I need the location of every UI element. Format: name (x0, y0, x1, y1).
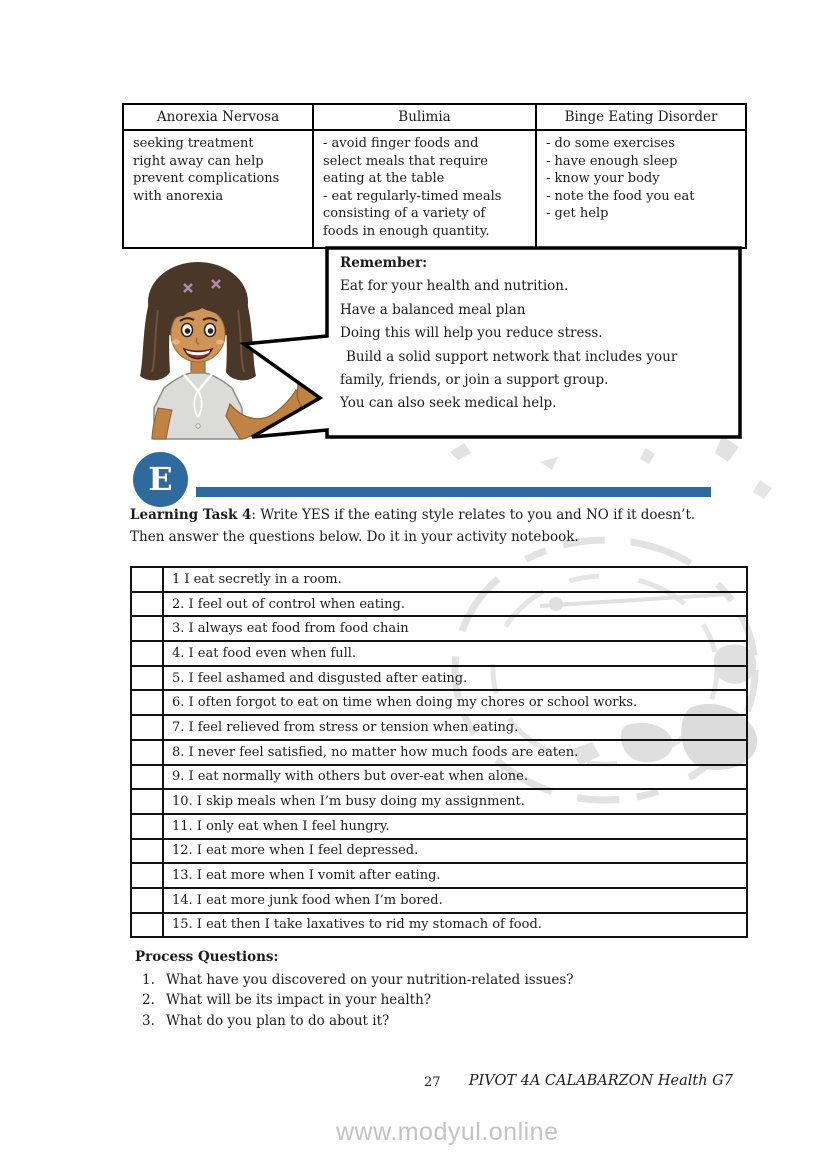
process-questions-title: Process Questions: (135, 949, 279, 965)
table-cell-line: right away can help (133, 153, 264, 169)
answer-cell (131, 592, 163, 617)
answer-cell (131, 666, 163, 691)
answer-cell (131, 740, 163, 765)
statement-cell: 12. I eat more when I feel depressed. (163, 839, 747, 864)
checklist-table (130, 566, 748, 938)
checklist-row (131, 567, 747, 592)
section-rule (196, 487, 711, 497)
statement-cell: 14. I eat more junk food when I’m bored. (163, 888, 747, 913)
process-question-item (135, 1011, 574, 1031)
checklist-row (131, 715, 747, 740)
checklist-row (131, 641, 747, 666)
section-badge-e: E (133, 452, 188, 507)
answer-cell (131, 789, 163, 814)
table-cell-line: - do some exercises (546, 136, 675, 151)
statement-cell: 13. I eat more when I vomit after eating. (163, 863, 747, 888)
learning-task-line2: Then answer the questions below. Do it in your activity notebook. (130, 529, 579, 545)
table-cell-line: foods in enough quantity. (323, 223, 490, 239)
answer-cell (131, 888, 163, 913)
binge-cell (536, 130, 746, 248)
bubble-line: family, friends, or join a support group. (340, 372, 609, 389)
answer-cell (131, 641, 163, 666)
footer-module-title: PIVOT 4A CALABARZON Health G7 (468, 1073, 733, 1089)
statement-cell: 1 I eat secretly in a room. (163, 567, 747, 592)
question-text: What do you plan to do about it? (166, 1012, 390, 1029)
bubble-title: Remember: (340, 255, 428, 271)
anorexia-cell (123, 130, 313, 248)
table-cell-line: - eat regularly-timed meals (323, 188, 502, 204)
answer-cell (131, 765, 163, 790)
disorder-table-body-row (123, 130, 746, 248)
question-text: What will be its impact in your health? (166, 992, 432, 1009)
statement-cell: 8. I never feel satisfied, no matter how much foods are eaten. (163, 740, 747, 765)
table-cell-line: - avoid finger foods and (323, 136, 479, 151)
disorder-table-header-row (123, 104, 746, 130)
table-cell-line: consisting of a variety of (323, 206, 486, 222)
statement-cell: 2. I feel out of control when eating. (163, 592, 747, 617)
statement-cell: 6. I often forgot to eat on time when doing my chores or school works. (163, 690, 747, 715)
checklist-row (131, 839, 747, 864)
checklist-row (131, 863, 747, 888)
header-bulimia: Bulimia (313, 104, 536, 130)
checklist-row (131, 913, 747, 938)
learning-task-paragraph (130, 504, 695, 548)
answer-cell (131, 567, 163, 592)
answer-cell (131, 690, 163, 715)
question-text: What have you discovered on your nutrition-related issues? (166, 972, 574, 988)
process-questions-list (135, 970, 574, 1031)
answer-cell (131, 839, 163, 864)
table-cell-line: seeking treatment (133, 136, 254, 151)
bubble-lines (340, 275, 736, 415)
statement-cell: 3. I always eat food from food chain (163, 616, 747, 641)
statement-cell: 9. I eat normally with others but over-eat when alone. (163, 765, 747, 790)
question-number: 2. (142, 992, 155, 1009)
bubble-line: Eat for your health and nutrition. (340, 278, 569, 295)
bubble-line: Doing this will help you reduce stress. (340, 325, 603, 342)
learning-task-line1 (130, 504, 695, 526)
answer-cell (131, 913, 163, 938)
question-number: 3. (142, 1012, 155, 1029)
table-cell-line: - know your body (546, 171, 660, 187)
table-cell-line: - get help (546, 206, 609, 222)
checklist-row (131, 740, 747, 765)
table-cell-line: - note the food you eat (546, 188, 695, 204)
checklist-row (131, 690, 747, 715)
learning-task-label: Learning Task 4 (130, 507, 252, 523)
bulimia-cell (313, 130, 536, 248)
statement-cell: 4. I eat food even when full. (163, 641, 747, 666)
disorder-table (122, 103, 747, 249)
statement-cell: 5. I feel ashamed and disgusted after eating. (163, 666, 747, 691)
checklist-row (131, 616, 747, 641)
checklist-row (131, 666, 747, 691)
answer-cell (131, 616, 163, 641)
statement-cell: 7. I feel relieved from stress or tension when eating. (163, 715, 747, 740)
answer-cell (131, 814, 163, 839)
process-questions (135, 949, 574, 1031)
header-anorexia: Anorexia Nervosa (123, 104, 313, 130)
checklist-row (131, 592, 747, 617)
checklist-row (131, 888, 747, 913)
answer-cell (131, 863, 163, 888)
table-cell-line: prevent complications (133, 171, 280, 187)
question-number: 1. (142, 972, 155, 988)
answer-cell (131, 715, 163, 740)
process-question-item (135, 990, 574, 1010)
table-cell-line: with anorexia (133, 188, 224, 204)
statement-cell: 10. I skip meals when I’m busy doing my assignment. (163, 789, 747, 814)
statement-cell: 15. I eat then I take laxatives to rid my stomach of food. (163, 913, 747, 938)
site-watermark: www.modyul.online (336, 1118, 559, 1146)
bubble-line: Have a balanced meal plan (340, 301, 526, 318)
bubble-line: Build a solid support network that includes your (346, 348, 678, 365)
table-cell-line: - have enough sleep (546, 153, 678, 169)
checklist-row (131, 765, 747, 790)
checklist-row (131, 814, 747, 839)
learning-task-text: : Write YES if the eating style relates to you and NO if it doesn’t. (251, 507, 696, 523)
checklist-row (131, 789, 747, 814)
statement-cell: 11. I only eat when I feel hungry. (163, 814, 747, 839)
table-cell-line: select meals that require (323, 153, 488, 169)
reminder-note (340, 252, 736, 416)
table-cell-line: eating at the table (323, 171, 445, 187)
page-number: 27 (424, 1075, 441, 1090)
process-question-item (135, 970, 574, 990)
bubble-line: You can also seek medical help. (340, 395, 557, 412)
header-binge: Binge Eating Disorder (536, 104, 746, 130)
